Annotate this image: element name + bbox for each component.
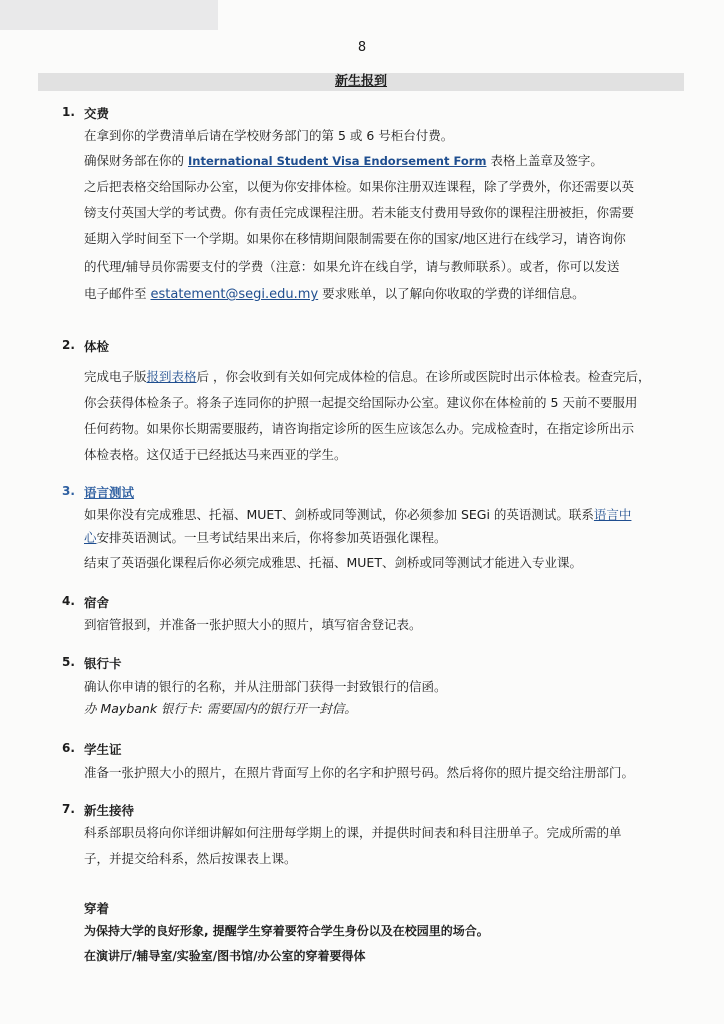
text: 安排英语测试。一旦考试结果出来后，你将参加英语强化课程。 (96, 530, 447, 545)
text: 如果你没有完成雅思、托福、MUET、剑桥或同等测试，你必须参加 SEGi 的英语测试。联系 (84, 507, 594, 522)
paragraph-line: 镑支付英国大学的考试费。你有责任完成课程注册。若未能支付费用导致你的课程注册被拒，你需要 (84, 205, 635, 220)
paragraph-line: 之后把表格交给国际办公室，以便为你安排体检。如果你注册双连课程，除了学费外，你还需要以英 (84, 179, 635, 194)
text: 表格上盖章及签字。 (486, 153, 603, 168)
paragraph-line: 在拿到你的学费清单后请在学校财务部门的第 5 或 6 号柜台付费。 (84, 128, 454, 143)
section-number: 1. (62, 105, 75, 119)
text: 要求账单，以了解向你收取的学费的详细信息。 (318, 286, 585, 301)
paragraph-line: 任何药物。如果你长期需要服药，请咨询指定诊所的医生应该怎么办。完成检查时，在指定诊所出示 (84, 421, 635, 436)
paragraph-line (84, 505, 631, 523)
paragraph-line: 结束了英语强化课程后你必须完成雅思、托福、MUET、剑桥或同等测试才能进入专业课。 (84, 555, 582, 570)
paragraph-line (84, 284, 585, 302)
paragraph-line (84, 151, 603, 169)
section-heading-link[interactable]: 语言测试 (84, 485, 135, 500)
visa-form-link[interactable]: International Student Visa Endorsement Form (187, 154, 487, 168)
text: 确保财务部在你的 (84, 153, 188, 168)
paragraph-line (84, 528, 447, 546)
section-number: 5. (62, 655, 75, 669)
paragraph-line (84, 367, 651, 385)
section-number: 2. (62, 338, 75, 352)
text: 电子邮件至 (84, 286, 151, 301)
paragraph-line: 为保持大学的良好形象, 提醒学生穿着要符合学生身份以及在校园里的场合。 (84, 924, 489, 938)
section-number: 6. (62, 741, 75, 755)
paragraph-line: 子，并提交给科系，然后按课表上课。 (84, 851, 297, 866)
scan-artifact (0, 0, 218, 30)
text: 后 ，你会收到有关如何完成体检的信息。在诊所或医院时出示体检表。检查完后， (196, 369, 651, 384)
section-heading: 学生证 (84, 742, 122, 757)
section-number: 4. (62, 594, 75, 608)
paragraph-line: 准备一张护照大小的照片，在照片背面写上你的名字和护照号码。然后将你的照片提交给注册部门。 (84, 765, 635, 780)
email-link[interactable]: estatement@segi.edu.my (150, 287, 319, 302)
section-heading: 宿舍 (84, 595, 110, 610)
page-number: 8 (357, 40, 367, 55)
section-heading: 穿着 (84, 901, 110, 916)
paragraph-line: 确认你申请的银行的名称，并从注册部门获得一封致银行的信函。 (84, 679, 447, 694)
section-heading: 新生接待 (84, 803, 135, 818)
paragraph-line: 延期入学时间至下一个学期。如果你在移情期间限制需要在你的国家/地区进行在线学习，请咨询你 (84, 231, 626, 246)
section-title-bar (38, 73, 684, 91)
language-centre-link[interactable]: 心 (84, 530, 97, 545)
paragraph-line: 的代理/辅导员你需要支付的学费（注意：如果允许在线自学，请与教师联系）。或者，你可以发送 (84, 259, 620, 274)
paragraph-line: 在演讲厅/辅导室/实验室/图书馆/办公室的穿着要得体 (84, 949, 366, 963)
language-centre-link[interactable]: 语言中 (593, 507, 632, 522)
section-heading: 交费 (84, 106, 110, 121)
paragraph-line: 办 Maybank 银行卡: 需要国内的银行开一封信。 (84, 701, 357, 716)
section-heading: 体检 (84, 339, 110, 354)
paragraph-line: 体检表格。这仅适于已经抵达马来西亚的学生。 (84, 447, 347, 462)
paragraph-line: 到宿管报到，并准备一张护照大小的照片，填写宿舍登记表。 (84, 617, 422, 632)
paragraph-line: 你会获得体检条子。将条子连同你的护照一起提交给国际办公室。建议你在体检前的 5 天前不要服用 (84, 395, 638, 410)
section-heading: 银行卡 (84, 656, 122, 671)
section-number: 7. (62, 802, 75, 816)
section-number: 3. (62, 484, 75, 498)
page-title: 新生报到 (334, 74, 387, 89)
paragraph-line: 科系部职员将向你详细讲解如何注册每学期上的课，并提供时间表和科目注册单子。完成所需的单 (84, 825, 622, 840)
text: 完成电子版 (84, 369, 147, 384)
registration-form-link[interactable]: 报到表格 (146, 369, 197, 384)
